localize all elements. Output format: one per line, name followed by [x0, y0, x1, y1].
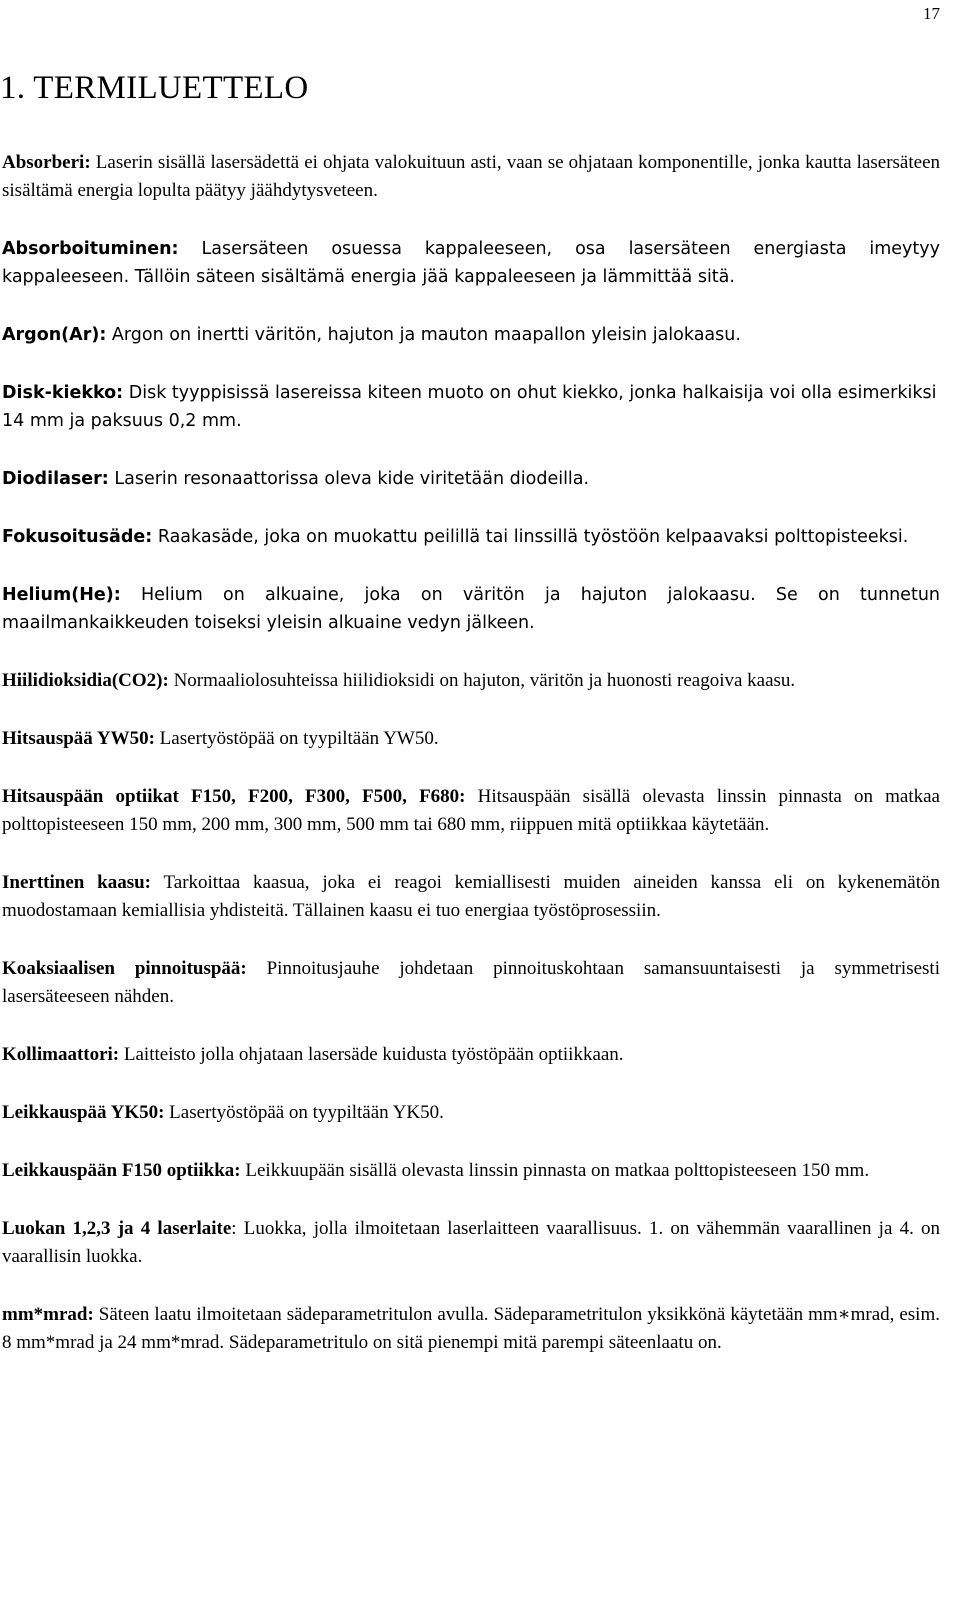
glossary-entry-leikkauspaan-f150 [2, 1157, 940, 1185]
term-label: Inerttinen kaasu: [2, 872, 152, 893]
term-definition: Lasersäteen osuessa kappaleeseen, osa lasersäteen energiasta imeytyy kappaleeseen. Tällöin säteen sisältämä energia jää kappaleeseen ja lämmittää sitä. [2, 239, 940, 287]
term-label: mm*mrad: [2, 1304, 94, 1325]
term-label: Koaksiaalisen pinnoituspää: [2, 958, 247, 979]
term-definition: : Luokka, jolla ilmoitetaan laserlaitteen vaarallisuus. 1. on vähemmän vaarallinen ja 4. on vaarallisin luokka. [2, 1218, 940, 1267]
glossary-entry-hitsauspaan-optiikat [2, 783, 940, 839]
term-label: Leikkauspään F150 optiikka: [2, 1160, 241, 1181]
glossary-entry-luokan-laserlaite [2, 1215, 940, 1271]
term-label: Luokan 1,2,3 ja 4 laserlaite [2, 1218, 232, 1239]
term-label: Diodilaser: [2, 469, 109, 489]
term-definition: Pinnoitusjauhe johdetaan pinnoituskohtaan samansuuntaisesti ja symmetrisesti lasersäteeseen nähden. [2, 958, 940, 1007]
glossary-entry-hiilidioksidia [2, 667, 940, 695]
glossary-entry-fokusoitusade [2, 523, 940, 551]
glossary-list [2, 149, 940, 1387]
glossary-entry-mm-mrad [2, 1301, 940, 1357]
term-definition: Raakasäde, joka on muokattu peilillä tai linssillä työstöön kelpaavaksi polttopisteeksi. [152, 527, 909, 547]
term-label: Hitsauspää YW50: [2, 728, 155, 749]
term-definition: Normaaliolosuhteissa hiilidioksidi on hajuton, väritön ja huonosti reagoiva kaasu. [168, 670, 796, 691]
glossary-entry-helium [2, 581, 940, 637]
term-label: Fokusoitusäde: [2, 527, 153, 547]
glossary-entry-hitsauspaa-yw50 [2, 725, 940, 753]
term-label: Helium(He): [2, 585, 121, 605]
term-definition: Laitteisto jolla ohjataan lasersäde kuidusta työstöpään optiikkaan. [119, 1044, 624, 1065]
term-definition: Disk tyyppisissä lasereissa kiteen muoto on ohut kiekko, jonka halkaisija voi olla esimerkiksi 14 mm ja paksuus 0,2 mm. [2, 383, 937, 431]
term-label: Kollimaattori: [2, 1044, 120, 1065]
term-label: Leikkauspää YK50: [2, 1102, 165, 1123]
term-definition: Argon on inertti väritön, hajuton ja mauton maapallon yleisin jalokaasu. [106, 325, 741, 345]
term-definition: Hitsauspään sisällä olevasta linssin pinnasta on matkaa polttopisteeseen 150 mm, 200 mm, 300 mm, 500 mm tai 680 mm, riippuen mitä optiikkaa käytetään. [2, 786, 940, 835]
term-definition: Säteen laatu ilmoitetaan sädeparametritulon avulla. Sädeparametritulon yksikkönä käytetään mm∗mrad, esim. 8 mm*mrad ja 24 mm*mrad. Sädeparametritulo on sitä pienempi mitä parempi säteenlaatu on. [2, 1304, 940, 1353]
glossary-entry-absorboituminen [2, 235, 940, 291]
page-title: 1. TERMILUETTELO [0, 70, 309, 106]
term-definition: Helium on alkuaine, joka on väritön ja hajuton jalokaasu. Se on tunnetun maailmankaikkeuden toiseksi yleisin alkuaine vedyn jälkeen. [2, 585, 940, 633]
term-label: Hiilidioksidia(CO2): [2, 670, 169, 691]
term-label: Disk-kiekko: [2, 383, 124, 403]
glossary-entry-argon [2, 321, 940, 349]
glossary-entry-disk-kiekko [2, 379, 940, 435]
term-definition: Laserin resonaattorissa oleva kide viritetään diodeilla. [108, 469, 590, 489]
term-label: Absorboituminen: [2, 239, 179, 259]
page-number: 17 [923, 4, 940, 23]
term-definition: Laserin sisällä lasersädettä ei ohjata valokuituun asti, vaan se ohjataan komponentille, jonka kautta lasersäteen sisältämä energia lopulta päätyy jäähdytysveteen. [2, 152, 940, 201]
term-definition: Leikkuupään sisällä olevasta linssin pinnasta on matkaa polttopisteeseen 150 mm. [240, 1160, 870, 1181]
glossary-entry-inerttinen-kaasu [2, 869, 940, 925]
glossary-entry-kollimaattori [2, 1041, 940, 1069]
glossary-entry-leikkauspaa-yk50 [2, 1099, 940, 1127]
term-label: Hitsauspään optiikat F150, F200, F300, F500, F680: [2, 786, 466, 807]
term-definition: Lasertyöstöpää on tyypiltään YK50. [164, 1102, 444, 1123]
term-label: Argon(Ar): [2, 325, 107, 345]
glossary-entry-absorberi [2, 149, 940, 205]
glossary-entry-diodilaser [2, 465, 940, 493]
term-definition: Lasertyöstöpää on tyypiltään YW50. [154, 728, 439, 749]
term-definition: Tarkoittaa kaasua, joka ei reagoi kemiallisesti muiden aineiden kanssa eli on kykenemätön muodostamaan kemiallisia yhdisteitä. Tällainen kaasu ei tuo energiaa työstöprosessiin. [2, 872, 940, 921]
glossary-entry-koaksiaalisen-pinnoituspaa [2, 955, 940, 1011]
term-label: Absorberi: [2, 152, 91, 173]
